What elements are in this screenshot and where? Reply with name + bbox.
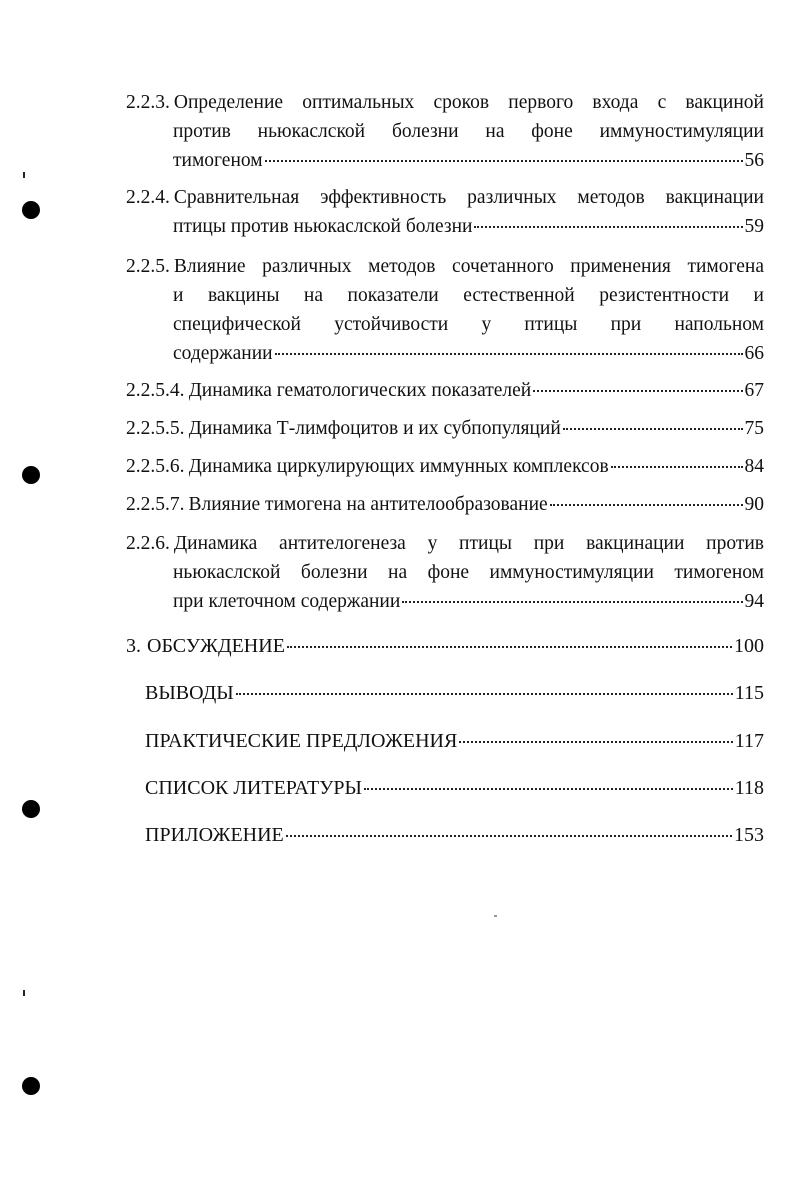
dot-leader [533,390,742,392]
toc-page-number: 100 [734,635,764,657]
toc-title-line: Влияние различных методов сочетанного применения тимогена [173,256,764,277]
toc-page-number: 66 [744,343,764,364]
dot-leader [236,693,733,695]
toc-title: ПРИЛОЖЕНИЕ [145,824,284,846]
toc-page-number: 90 [744,494,764,515]
toc-title-line: при клеточном содержании [173,591,401,612]
toc-number: 2.2.4. [126,187,170,208]
toc-entry-2-2-5[interactable] [126,252,764,368]
toc-page-number: 59 [744,216,764,237]
toc-title-line: Динамика антителогенеза у птицы при вакцинации против [173,533,764,554]
toc-entry-2-2-5-4[interactable] [126,376,764,405]
toc-number: 2.2.5.6. [126,456,185,477]
toc-page-number: 75 [744,418,764,439]
toc-entry-3[interactable] [126,632,764,661]
dot-leader [611,466,743,468]
toc-title-line: тимогеном [173,150,263,171]
toc-entry-appendix[interactable] [145,821,764,850]
toc-title: Влияние тимогена на антителообразование [188,494,548,515]
toc-entry-2-2-3[interactable] [126,88,764,175]
toc-page-number: 115 [734,682,764,704]
toc-entry-2-2-4[interactable] [126,183,764,241]
toc-title-line: птицы против ньюкаслской болезни [173,216,473,237]
toc-page-number: 67 [744,380,764,401]
toc-page-number: 94 [744,591,764,612]
dot-leader [550,504,743,506]
toc-entry-practical[interactable] [145,727,764,756]
toc-entry-2-2-5-5[interactable] [126,414,764,443]
toc-number: 2.2.5.7. [126,494,185,515]
dot-leader [265,160,743,162]
toc-title-line: против ньюкаслской болезни на фоне иммуностимуляции [173,121,764,142]
toc-title: ПРАКТИЧЕСКИЕ ПРЕДЛОЖЕНИЯ [145,730,458,752]
toc-title: Динамика Т-лимфоцитов и их субпопуляций [188,418,561,439]
toc-number: 2.2.6. [126,533,170,554]
toc-number: 2.2.3. [126,92,170,113]
toc-title: Динамика циркулирующих иммунных комплексов [188,456,609,477]
toc-title: СПИСОК ЛИТЕРАТУРЫ [145,777,362,799]
toc-title-line: специфической устойчивости у птицы при напольном [173,314,764,335]
toc-page-number: 153 [734,824,764,846]
dot-leader [287,646,732,648]
toc-entry-references[interactable] [145,774,764,803]
toc-number: 2.2.5.5. [126,418,185,439]
toc-entry-2-2-5-7[interactable] [126,490,764,519]
toc-title: ВЫВОДЫ [145,682,234,704]
dot-leader [402,601,742,603]
toc-page-number: 84 [744,456,764,477]
toc-entry-2-2-5-6[interactable] [126,452,764,481]
dot-leader [474,226,742,228]
dot-leader [286,835,732,837]
dot-leader [459,741,732,743]
dot-leader [364,788,733,790]
toc-title-line: ньюкаслской болезни на фоне иммуностимуляции тимогеном [173,562,764,583]
dot-leader [275,353,743,355]
toc-title-line: содержании [173,343,273,364]
dot-leader [563,428,743,430]
toc-title: Динамика гематологических показателей [188,380,532,401]
toc-page-number: 118 [734,777,764,799]
toc-number: 3. [126,635,141,657]
toc-number: 2.2.5. [126,256,170,277]
toc-entry-conclusions[interactable] [145,679,764,708]
toc-title-line: Сравнительная эффективность различных методов вакцинации [173,187,764,208]
toc-page-number: 56 [744,150,764,171]
toc-number: 2.2.5.4. [126,380,185,401]
toc-page-number: 117 [734,730,764,752]
toc-title-line: Определение оптимальных сроков первого входа с вакциной [173,92,764,113]
toc-entry-2-2-6[interactable] [126,529,764,616]
toc-title-line: и вакцины на показатели естественной резистентности и [173,285,764,306]
toc-title: ОБСУЖДЕНИЕ [147,635,285,657]
